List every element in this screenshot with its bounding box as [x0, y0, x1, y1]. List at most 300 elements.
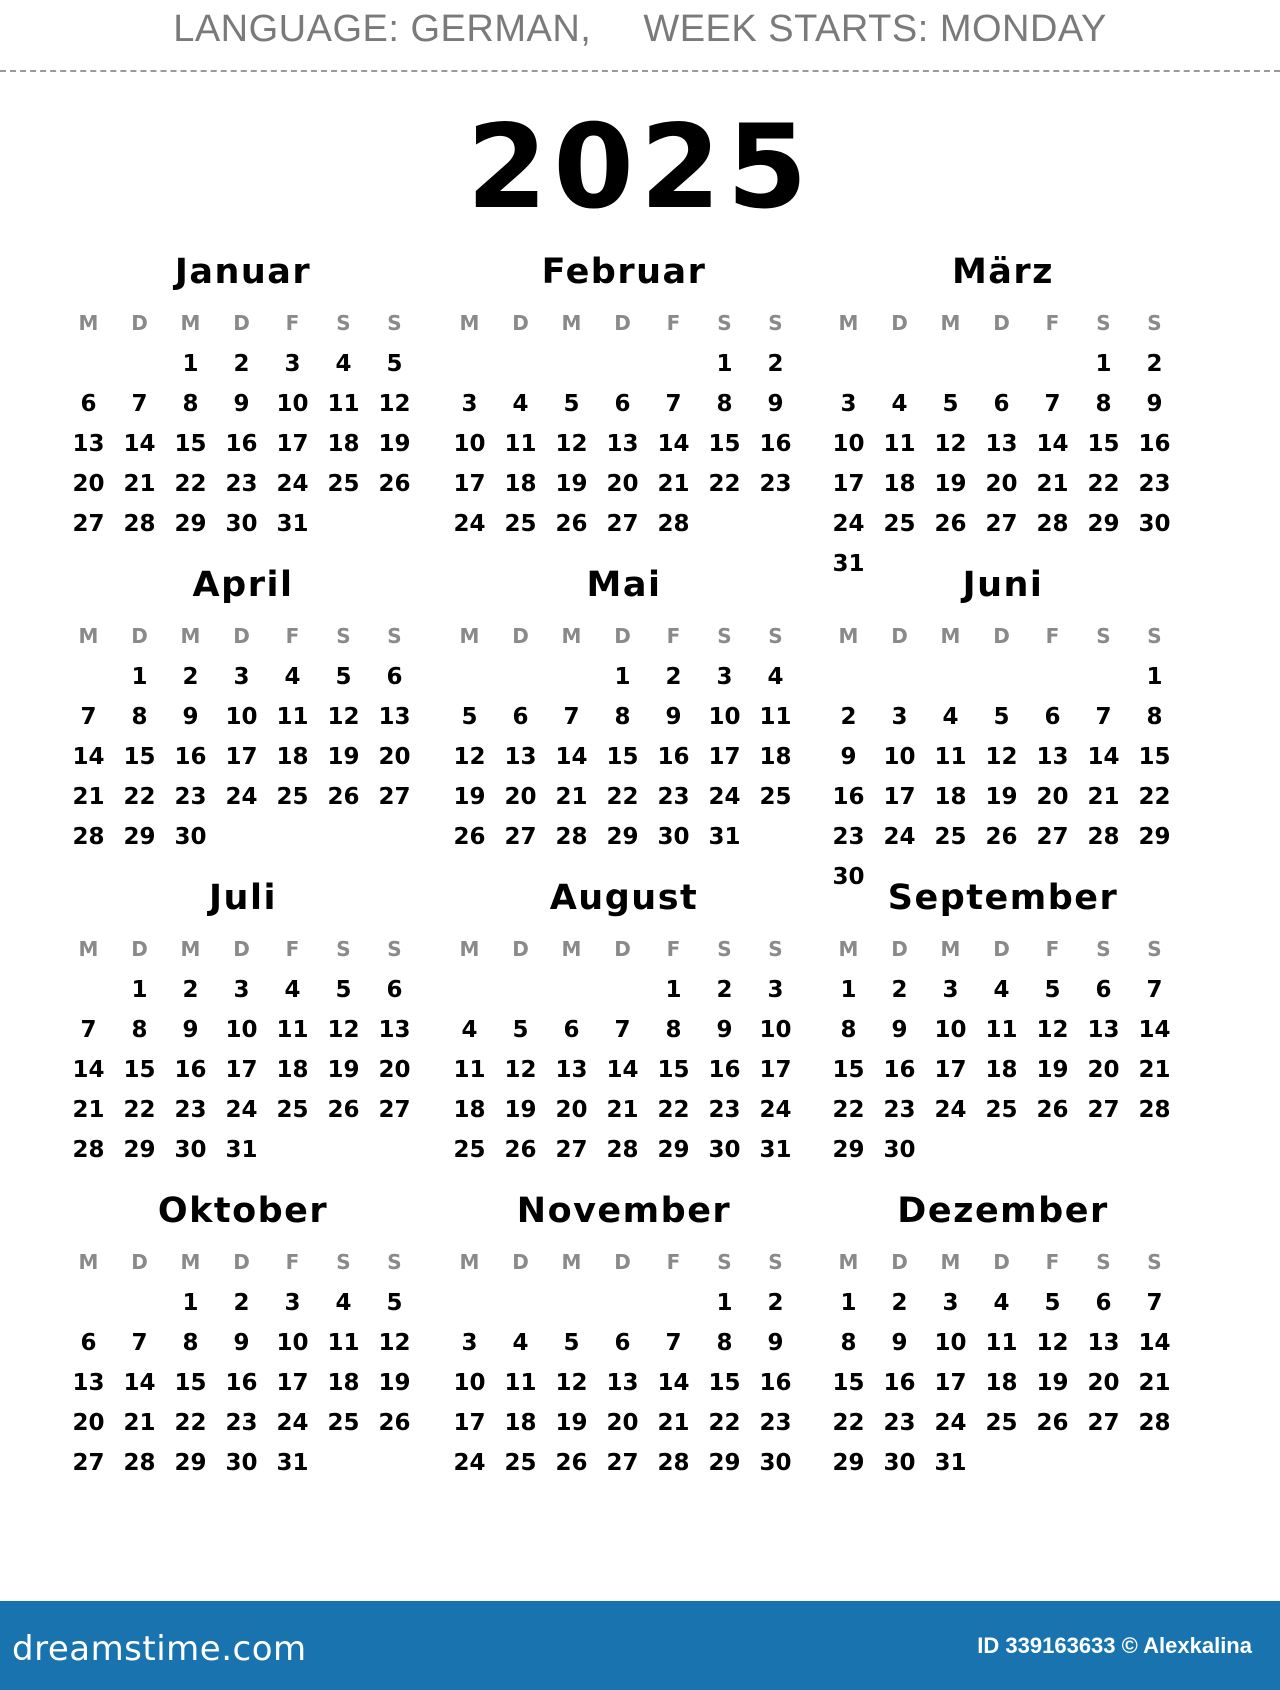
weekday-header [444, 310, 804, 336]
empty-cell [495, 1283, 546, 1323]
day-cell: 8 [182, 391, 199, 417]
empty-cell [823, 344, 874, 384]
weekday-label: M [561, 311, 582, 335]
day-cell: 6 [1095, 1290, 1112, 1316]
day-cell: 3 [891, 704, 908, 730]
day-cell: 16 [657, 744, 690, 770]
day-cell: 6 [80, 391, 97, 417]
weekday-label: M [940, 311, 961, 335]
day-cell: 30 [1138, 511, 1171, 537]
weekday-label: S [717, 1250, 732, 1274]
day-cell: 10 [453, 431, 486, 457]
weekday-label: S [1147, 1250, 1162, 1274]
day-cell: 19 [327, 1057, 360, 1083]
weekday-label: S [336, 311, 351, 335]
day-cell: 19 [378, 1370, 411, 1396]
day-cell: 12 [378, 1330, 411, 1356]
day-cell: 4 [335, 351, 352, 377]
day-cell: 29 [657, 1137, 690, 1163]
day-cell: 16 [832, 784, 865, 810]
day-cell: 27 [72, 511, 105, 537]
day-cell: 6 [512, 704, 529, 730]
day-cell: 20 [555, 1097, 588, 1123]
day-cell: 1 [182, 1290, 199, 1316]
day-cell: 19 [1036, 1370, 1069, 1396]
day-cell: 7 [80, 704, 97, 730]
weekday-label: S [768, 624, 783, 648]
weekday-label: D [614, 1250, 631, 1274]
day-cell: 31 [759, 1137, 792, 1163]
weekday-label: S [717, 311, 732, 335]
day-cell: 12 [1036, 1017, 1069, 1043]
day-cell: 20 [985, 471, 1018, 497]
empty-cell [1027, 657, 1078, 697]
day-cell: 9 [716, 1017, 733, 1043]
day-cell: 25 [934, 824, 967, 850]
day-grid [823, 344, 1183, 584]
weekday-label: D [512, 311, 529, 335]
empty-cell [63, 657, 114, 697]
day-cell: 11 [504, 1370, 537, 1396]
weekday-label: M [838, 311, 859, 335]
day-cell: 30 [225, 511, 258, 537]
day-cell: 10 [276, 391, 309, 417]
day-grid [444, 344, 804, 544]
empty-cell [597, 1283, 648, 1323]
empty-cell [444, 1283, 495, 1323]
day-cell: 9 [1146, 391, 1163, 417]
day-cell: 26 [327, 1097, 360, 1123]
day-cell: 25 [883, 511, 916, 537]
weekday-label: F [285, 1250, 300, 1274]
day-cell: 31 [276, 511, 309, 537]
day-cell: 10 [883, 744, 916, 770]
day-cell: 31 [832, 551, 865, 577]
day-cell: 7 [614, 1017, 631, 1043]
day-cell: 9 [182, 704, 199, 730]
day-cell: 9 [767, 1330, 784, 1356]
day-cell: 30 [174, 1137, 207, 1163]
day-cell: 21 [123, 1410, 156, 1436]
weekday-label: D [233, 937, 250, 961]
day-grid [63, 970, 423, 1170]
day-cell: 16 [883, 1370, 916, 1396]
day-cell: 27 [1036, 824, 1069, 850]
day-cell: 25 [276, 784, 309, 810]
weekday-label: D [891, 311, 908, 335]
day-cell: 11 [883, 431, 916, 457]
day-cell: 15 [606, 744, 639, 770]
day-cell: 13 [555, 1057, 588, 1083]
day-cell: 23 [832, 824, 865, 850]
day-cell: 21 [123, 471, 156, 497]
day-cell: 21 [657, 471, 690, 497]
day-cell: 2 [182, 977, 199, 1003]
day-cell: 7 [1146, 977, 1163, 1003]
day-cell: 18 [276, 744, 309, 770]
month-name: Mai [586, 565, 662, 605]
day-cell: 3 [942, 977, 959, 1003]
day-cell: 17 [759, 1057, 792, 1083]
day-cell: 25 [453, 1137, 486, 1163]
day-cell: 8 [716, 1330, 733, 1356]
day-cell: 19 [1036, 1057, 1069, 1083]
day-cell: 1 [131, 977, 148, 1003]
day-cell: 4 [512, 391, 529, 417]
day-cell: 10 [225, 1017, 258, 1043]
weekday-label: M [940, 1250, 961, 1274]
day-cell: 19 [555, 1410, 588, 1436]
day-cell: 15 [657, 1057, 690, 1083]
day-cell: 2 [767, 1290, 784, 1316]
day-cell: 6 [1095, 977, 1112, 1003]
day-cell: 3 [233, 977, 250, 1003]
day-cell: 15 [1087, 431, 1120, 457]
weekday-label: D [512, 624, 529, 648]
empty-cell [63, 970, 114, 1010]
month-block [823, 878, 1183, 1198]
day-cell: 9 [233, 1330, 250, 1356]
day-cell: 14 [1138, 1330, 1171, 1356]
day-cell: 1 [840, 1290, 857, 1316]
day-cell: 20 [378, 1057, 411, 1083]
day-cell: 15 [123, 744, 156, 770]
day-cell: 28 [657, 1450, 690, 1476]
day-cell: 30 [174, 824, 207, 850]
day-cell: 13 [504, 744, 537, 770]
day-cell: 11 [276, 704, 309, 730]
day-cell: 27 [504, 824, 537, 850]
day-cell: 14 [1036, 431, 1069, 457]
day-cell: 17 [225, 744, 258, 770]
day-grid [63, 657, 423, 857]
empty-cell [444, 970, 495, 1010]
day-cell: 27 [378, 784, 411, 810]
day-cell: 26 [934, 511, 967, 537]
day-cell: 5 [1044, 977, 1061, 1003]
day-cell: 12 [504, 1057, 537, 1083]
day-cell: 21 [657, 1410, 690, 1436]
day-cell: 27 [1087, 1097, 1120, 1123]
month-block [63, 1191, 423, 1511]
day-cell: 20 [72, 471, 105, 497]
day-cell: 22 [708, 1410, 741, 1436]
day-cell: 17 [708, 744, 741, 770]
day-cell: 29 [606, 824, 639, 850]
day-cell: 6 [386, 977, 403, 1003]
day-cell: 9 [182, 1017, 199, 1043]
day-cell: 2 [767, 351, 784, 377]
day-cell: 3 [840, 391, 857, 417]
day-cell: 14 [606, 1057, 639, 1083]
month-name: Oktober [157, 1191, 329, 1231]
day-cell: 5 [993, 704, 1010, 730]
day-cell: 24 [832, 511, 865, 537]
day-cell: 1 [131, 664, 148, 690]
day-cell: 3 [461, 391, 478, 417]
day-cell: 26 [985, 824, 1018, 850]
day-cell: 21 [555, 784, 588, 810]
day-cell: 15 [1138, 744, 1171, 770]
day-cell: 6 [386, 664, 403, 690]
day-cell: 21 [1087, 784, 1120, 810]
day-cell: 25 [985, 1410, 1018, 1436]
day-cell: 20 [606, 1410, 639, 1436]
day-cell: 1 [1095, 351, 1112, 377]
day-cell: 11 [504, 431, 537, 457]
day-cell: 24 [934, 1097, 967, 1123]
day-cell: 20 [378, 744, 411, 770]
day-grid [444, 657, 804, 857]
day-cell: 13 [378, 1017, 411, 1043]
day-cell: 28 [72, 1137, 105, 1163]
day-cell: 14 [123, 431, 156, 457]
day-cell: 28 [1138, 1410, 1171, 1436]
weekday-label: S [768, 937, 783, 961]
day-cell: 13 [378, 704, 411, 730]
day-cell: 16 [174, 1057, 207, 1083]
weekday-label: D [512, 1250, 529, 1274]
day-cell: 15 [174, 431, 207, 457]
month-block [444, 252, 804, 572]
day-cell: 28 [123, 1450, 156, 1476]
day-cell: 25 [504, 511, 537, 537]
page-caption [0, 8, 1280, 66]
day-cell: 14 [123, 1370, 156, 1396]
weekday-label: D [233, 1250, 250, 1274]
day-cell: 14 [657, 431, 690, 457]
day-cell: 29 [174, 511, 207, 537]
day-cell: 6 [993, 391, 1010, 417]
day-cell: 7 [1146, 1290, 1163, 1316]
day-cell: 7 [1044, 391, 1061, 417]
weekday-label: M [180, 624, 201, 648]
day-cell: 20 [1087, 1370, 1120, 1396]
day-cell: 7 [131, 391, 148, 417]
day-cell: 25 [985, 1097, 1018, 1123]
month-block [823, 565, 1183, 890]
month-block [823, 252, 1183, 577]
day-cell: 4 [284, 664, 301, 690]
day-cell: 28 [1087, 824, 1120, 850]
month-block [444, 1191, 804, 1511]
weekday-label: F [666, 624, 681, 648]
day-grid [63, 1283, 423, 1483]
weekday-header [444, 623, 804, 649]
empty-cell [63, 1283, 114, 1323]
day-cell: 22 [708, 471, 741, 497]
month-name: Februar [541, 252, 707, 292]
weekday-label: D [131, 624, 148, 648]
day-cell: 22 [606, 784, 639, 810]
month-block [444, 565, 804, 885]
weekday-label: S [336, 624, 351, 648]
day-cell: 23 [657, 784, 690, 810]
day-cell: 12 [453, 744, 486, 770]
weekday-label: D [993, 937, 1010, 961]
weekday-header [63, 623, 423, 649]
day-cell: 30 [883, 1137, 916, 1163]
day-cell: 14 [72, 1057, 105, 1083]
weekday-label: S [1096, 937, 1111, 961]
weekday-header [823, 623, 1183, 649]
empty-cell [597, 970, 648, 1010]
day-cell: 27 [606, 1450, 639, 1476]
day-cell: 19 [453, 784, 486, 810]
weekday-label: S [387, 1250, 402, 1274]
weekday-label: S [768, 311, 783, 335]
weekday-label: S [1147, 624, 1162, 648]
weekday-label: F [1045, 1250, 1060, 1274]
empty-cell [925, 344, 976, 384]
weekday-label: M [561, 937, 582, 961]
day-cell: 16 [225, 431, 258, 457]
day-cell: 26 [555, 511, 588, 537]
day-cell: 12 [985, 744, 1018, 770]
empty-cell [823, 657, 874, 697]
day-cell: 30 [225, 1450, 258, 1476]
weekday-header [823, 310, 1183, 336]
day-cell: 21 [1036, 471, 1069, 497]
day-cell: 5 [335, 977, 352, 1003]
day-cell: 26 [1036, 1097, 1069, 1123]
day-cell: 13 [72, 1370, 105, 1396]
day-cell: 29 [832, 1450, 865, 1476]
weekday-label: F [666, 937, 681, 961]
weekday-label: S [1096, 311, 1111, 335]
day-cell: 3 [461, 1330, 478, 1356]
month-block [63, 565, 423, 885]
empty-cell [546, 1283, 597, 1323]
day-cell: 17 [453, 1410, 486, 1436]
weekday-header [823, 1249, 1183, 1275]
day-cell: 12 [327, 1017, 360, 1043]
day-cell: 19 [934, 471, 967, 497]
day-cell: 11 [985, 1330, 1018, 1356]
weekday-label: M [940, 624, 961, 648]
day-cell: 10 [453, 1370, 486, 1396]
day-cell: 5 [386, 1290, 403, 1316]
day-cell: 28 [72, 824, 105, 850]
day-cell: 22 [123, 784, 156, 810]
day-cell: 2 [1146, 351, 1163, 377]
day-cell: 28 [1138, 1097, 1171, 1123]
day-cell: 17 [225, 1057, 258, 1083]
weekday-label: S [1096, 624, 1111, 648]
day-cell: 29 [1087, 511, 1120, 537]
day-cell: 29 [832, 1137, 865, 1163]
weekday-label: D [512, 937, 529, 961]
weekday-label: D [131, 937, 148, 961]
empty-cell [976, 657, 1027, 697]
day-cell: 9 [891, 1330, 908, 1356]
day-cell: 17 [934, 1057, 967, 1083]
day-cell: 6 [563, 1017, 580, 1043]
weekday-label: F [666, 311, 681, 335]
day-cell: 23 [883, 1410, 916, 1436]
day-cell: 22 [174, 471, 207, 497]
day-cell: 27 [378, 1097, 411, 1123]
day-cell: 11 [759, 704, 792, 730]
month-name: Juli [209, 878, 277, 918]
empty-cell [63, 344, 114, 384]
day-cell: 5 [1044, 1290, 1061, 1316]
day-cell: 21 [1138, 1370, 1171, 1396]
weekday-header [63, 310, 423, 336]
day-cell: 15 [832, 1370, 865, 1396]
day-cell: 19 [555, 471, 588, 497]
day-cell: 23 [225, 1410, 258, 1436]
day-cell: 31 [934, 1450, 967, 1476]
day-cell: 12 [327, 704, 360, 730]
weekday-label: M [78, 937, 99, 961]
day-cell: 2 [840, 704, 857, 730]
day-cell: 13 [1087, 1330, 1120, 1356]
month-name: April [192, 565, 294, 605]
day-cell: 8 [1146, 704, 1163, 730]
day-cell: 10 [832, 431, 865, 457]
day-cell: 11 [934, 744, 967, 770]
day-cell: 16 [883, 1057, 916, 1083]
weekday-header [444, 936, 804, 962]
day-cell: 23 [883, 1097, 916, 1123]
day-cell: 17 [883, 784, 916, 810]
weekday-label: M [180, 937, 201, 961]
day-cell: 22 [832, 1097, 865, 1123]
day-cell: 9 [891, 1017, 908, 1043]
day-cell: 18 [327, 431, 360, 457]
empty-cell [925, 657, 976, 697]
month-block [63, 252, 423, 572]
month-name: September [887, 878, 1119, 918]
day-cell: 1 [1146, 664, 1163, 690]
day-cell: 17 [276, 1370, 309, 1396]
month-name: Dezember [897, 1191, 1109, 1231]
weekday-label: F [1045, 937, 1060, 961]
day-cell: 24 [276, 1410, 309, 1436]
day-cell: 19 [985, 784, 1018, 810]
day-cell: 10 [708, 704, 741, 730]
weekday-label: S [387, 311, 402, 335]
weekday-label: S [387, 624, 402, 648]
empty-cell [495, 344, 546, 384]
day-cell: 14 [555, 744, 588, 770]
day-cell: 30 [657, 824, 690, 850]
day-cell: 16 [708, 1057, 741, 1083]
day-cell: 27 [72, 1450, 105, 1476]
weekday-label: D [993, 624, 1010, 648]
day-cell: 19 [327, 744, 360, 770]
day-cell: 17 [276, 431, 309, 457]
day-cell: 4 [461, 1017, 478, 1043]
day-cell: 23 [1138, 471, 1171, 497]
empty-cell [444, 657, 495, 697]
day-cell: 15 [708, 431, 741, 457]
day-grid [444, 970, 804, 1170]
day-cell: 25 [327, 471, 360, 497]
empty-cell [114, 344, 165, 384]
day-cell: 23 [174, 1097, 207, 1123]
day-grid [63, 344, 423, 544]
day-cell: 23 [759, 471, 792, 497]
day-cell: 10 [934, 1017, 967, 1043]
day-cell: 6 [1044, 704, 1061, 730]
weekday-header [63, 936, 423, 962]
day-cell: 28 [606, 1137, 639, 1163]
day-cell: 30 [708, 1137, 741, 1163]
day-cell: 16 [759, 1370, 792, 1396]
weekday-header [444, 1249, 804, 1275]
